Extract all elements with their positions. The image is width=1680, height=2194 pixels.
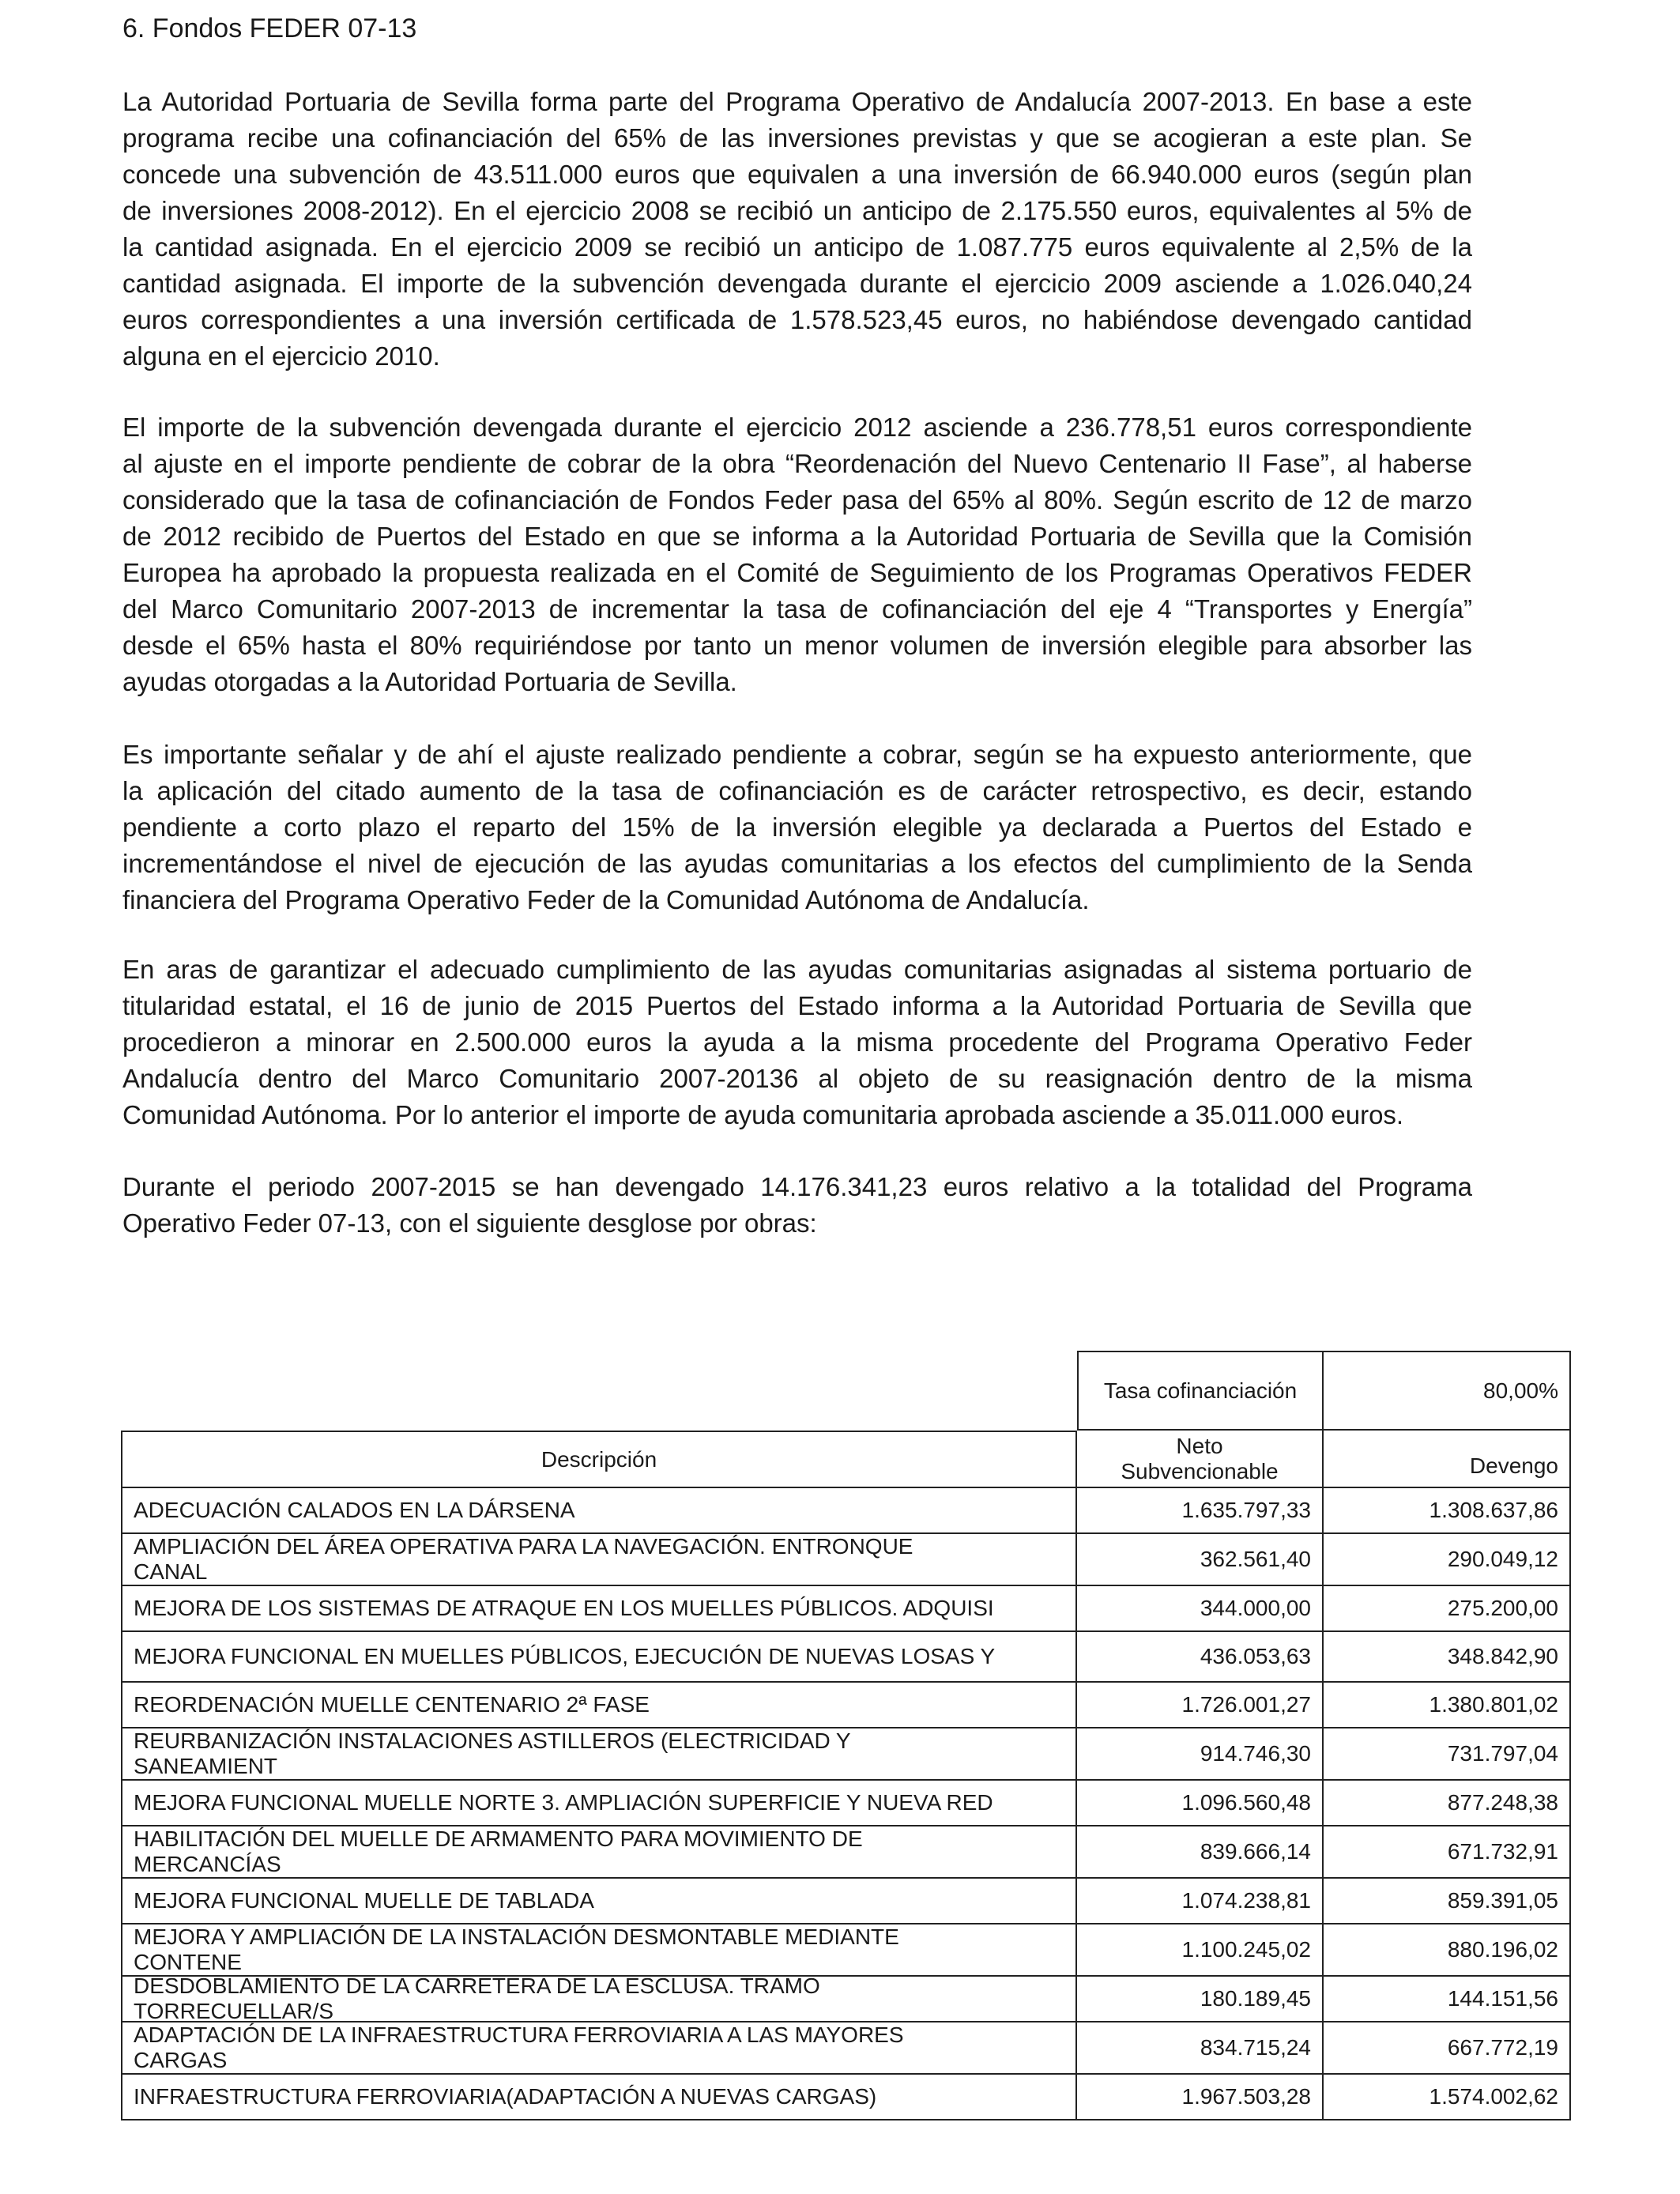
paragraph-line: ayudas otorgadas a la Autoridad Portuaria de Sevilla. [122, 667, 737, 696]
descripcion-line: MEJORA Y AMPLIACIÓN DE LA INSTALACIÓN DESMONTABLE MEDIANTE [134, 1924, 899, 1949]
paragraph-line: El importe de la subvención devengada durante el ejercicio 2012 asciende a 236.778,51 euros correspondiente [122, 413, 1472, 442]
descripcion-line: CANAL [134, 1559, 208, 1584]
table-row [121, 1683, 1571, 1728]
table-row [121, 1781, 1571, 1826]
descripcion-line: CONTENE [134, 1950, 242, 1974]
paragraph-1 [122, 84, 1472, 375]
cell-neto-subvencionable: 1.967.503,28 [1077, 2075, 1324, 2120]
cell-devengo: 1.308.637,86 [1324, 1488, 1571, 1534]
cell-neto-subvencionable: 1.635.797,33 [1077, 1488, 1324, 1534]
cell-neto-subvencionable: 436.053,63 [1077, 1632, 1324, 1683]
cell-descripcion [121, 2075, 1077, 2120]
cell-descripcion [121, 2022, 1077, 2075]
table-row [121, 1977, 1571, 2022]
cell-neto-subvencionable: 1.726.001,27 [1077, 1683, 1324, 1728]
paragraph-line: procedieron a minorar en 2.500.000 euros la ayuda a la misma procedente del Programa Operativo Feder [122, 1027, 1472, 1057]
cell-devengo: 731.797,04 [1324, 1728, 1571, 1781]
paragraph-line: concede una subvención de 43.511.000 euros que equivalen a una inversión de 66.940.000 euros (según plan [122, 160, 1472, 189]
paragraph-3 [122, 737, 1472, 918]
cell-neto-subvencionable: 180.189,45 [1077, 1977, 1324, 2022]
cell-devengo: 144.151,56 [1324, 1977, 1571, 2022]
cell-neto-subvencionable: 362.561,40 [1077, 1534, 1324, 1586]
cell-neto-subvencionable: 1.100.245,02 [1077, 1924, 1324, 1977]
table-row [121, 1586, 1571, 1632]
cell-descripcion [121, 1534, 1077, 1586]
paragraph-line: financiera del Programa Operativo Feder de la Comunidad Autónoma de Andalucía. [122, 885, 1090, 914]
descripcion-line: MEJORA DE LOS SISTEMAS DE ATRAQUE EN LOS MUELLES PÚBLICOS. ADQUISI [134, 1596, 994, 1620]
paragraph-line: cantidad asignada. El importe de la subvención devengada durante el ejercicio 2009 asciende a 1.026.040,24 [122, 269, 1472, 298]
cell-descripcion [121, 1632, 1077, 1683]
paragraph-line: Durante el periodo 2007-2015 se han devengado 14.176.341,23 euros relativo a la totalidad del Programa [122, 1172, 1472, 1201]
descripcion-line: MEJORA FUNCIONAL EN MUELLES PÚBLICOS, EJECUCIÓN DE NUEVAS LOSAS Y [134, 1644, 996, 1668]
descripcion-line: AMPLIACIÓN DEL ÁREA OPERATIVA PARA LA NAVEGACIÓN. ENTRONQUE [134, 1534, 913, 1559]
paragraph-line: alguna en el ejercicio 2010. [122, 341, 440, 371]
table-row [121, 1488, 1571, 1534]
cell-devengo: 877.248,38 [1324, 1781, 1571, 1826]
cell-devengo: 275.200,00 [1324, 1586, 1571, 1632]
table-row [121, 1879, 1571, 1924]
tasa-row [121, 1351, 1571, 1431]
descripcion-line: REORDENACIÓN MUELLE CENTENARIO 2ª FASE [134, 1692, 650, 1717]
cell-descripcion [121, 1728, 1077, 1781]
cell-devengo: 859.391,05 [1324, 1879, 1571, 1924]
descripcion-line: MEJORA FUNCIONAL MUELLE DE TABLADA [134, 1888, 594, 1913]
header-devengo: Devengo [1324, 1431, 1571, 1488]
paragraph-line: Andalucía dentro del Marco Comunitario 2007-20136 al objeto de su reasignación dentro de la misma [122, 1064, 1472, 1093]
table-row [121, 1728, 1571, 1781]
table-row [121, 2022, 1571, 2075]
descripcion-line: ADECUACIÓN CALADOS EN LA DÁRSENA [134, 1498, 575, 1522]
section-heading: 6. Fondos FEDER 07-13 [122, 13, 417, 43]
cell-descripcion [121, 1683, 1077, 1728]
cell-devengo: 348.842,90 [1324, 1632, 1571, 1683]
cell-devengo: 1.574.002,62 [1324, 2075, 1571, 2120]
paragraph-line: desde el 65% hasta el 80% requiriéndose por tanto un menor volumen de inversión elegible para absorber las [122, 631, 1472, 660]
paragraph-line: considerado que la tasa de cofinanciación de Fondos Feder pasa del 65% al 80%. Según escrito de 12 de marzo [122, 485, 1472, 515]
header-neto-line2: Subvencionable [1121, 1458, 1279, 1483]
paragraph-line: al ajuste en el importe pendiente de cobrar de la obra “Reordenación del Nuevo Centenario II Fase”, al haberse [122, 449, 1472, 478]
cell-neto-subvencionable: 1.096.560,48 [1077, 1781, 1324, 1826]
paragraph-line: euros correspondientes a una inversión certificada de 1.578.523,45 euros, no habiéndose devengado cantidad [122, 305, 1472, 334]
cell-descripcion [121, 1977, 1077, 2022]
descripcion-line: MERCANCÍAS [134, 1852, 281, 1876]
paragraph-4 [122, 952, 1472, 1133]
paragraph-line: la cantidad asignada. En el ejercicio 2009 se recibió un anticipo de 1.087.775 euros equivalente al 2,5% de la [122, 232, 1472, 262]
descripcion-line: CARGAS [134, 2048, 228, 2072]
paragraph-line: Es importante señalar y de ahí el ajuste realizado pendiente a cobrar, según se ha expuesto anteriormente, que [122, 740, 1472, 769]
descripcion-line: INFRAESTRUCTURA FERROVIARIA(ADAPTACIÓN A NUEVAS CARGAS) [134, 2084, 877, 2109]
paragraph-line: programa recibe una cofinanciación del 65% de las inversiones previstas y que se acogieran a este plan. Se [122, 123, 1472, 153]
cell-descripcion [121, 1924, 1077, 1977]
paragraph-line: pendiente a corto plazo el reparto del 15% de la inversión elegible ya declarada a Puertos del Estado e [122, 812, 1472, 842]
paragraph-line: Europea ha aprobado la propuesta realizada en el Comité de Seguimiento de los Programas Operativos FEDER [122, 558, 1472, 587]
cell-descripcion [121, 1879, 1077, 1924]
paragraph-line: titularidad estatal, el 16 de junio de 2015 Puertos del Estado informa a la Autoridad Portuaria de Sevilla que [122, 991, 1472, 1020]
paragraph-line: del Marco Comunitario 2007-2013 de incrementar la tasa de cofinanciación del eje 4 “Transportes y Energía” [122, 594, 1472, 624]
cell-neto-subvencionable: 839.666,14 [1077, 1826, 1324, 1879]
cell-devengo: 671.732,91 [1324, 1826, 1571, 1879]
table-row [121, 2075, 1571, 2120]
paragraph-line: de 2012 recibido de Puertos del Estado en que se informa a la Autoridad Portuaria de Sevilla que la Comisión [122, 522, 1472, 551]
cell-descripcion [121, 1826, 1077, 1879]
table-header-row [121, 1431, 1571, 1488]
header-neto-line1: Neto [1176, 1433, 1223, 1458]
cell-devengo: 667.772,19 [1324, 2022, 1571, 2075]
descripcion-line: ADAPTACIÓN DE LA INFRAESTRUCTURA FERROVIARIA A LAS MAYORES [134, 2022, 904, 2047]
cell-devengo: 290.049,12 [1324, 1534, 1571, 1586]
paragraph-line: Comunidad Autónoma. Por lo anterior el importe de ayuda comunitaria aprobada asciende a 35.011.000 euros. [122, 1100, 1404, 1129]
cell-neto-subvencionable: 834.715,24 [1077, 2022, 1324, 2075]
cell-neto-subvencionable: 1.074.238,81 [1077, 1879, 1324, 1924]
paragraph-line: Operativo Feder 07-13, con el siguiente desglose por obras: [122, 1208, 817, 1238]
table-row [121, 1632, 1571, 1683]
descripcion-line: DESDOBLAMIENTO DE LA CARRETERA DE LA ESCLUSA. TRAMO [134, 1977, 820, 1998]
table-row [121, 1534, 1571, 1586]
cell-descripcion [121, 1781, 1077, 1826]
paragraph-line: de inversiones 2008-2012). En el ejercicio 2008 se recibió un anticipo de 2.175.550 euros, equivalentes al 5% de [122, 196, 1472, 225]
descripcion-line: MEJORA FUNCIONAL MUELLE NORTE 3. AMPLIACIÓN SUPERFICIE Y NUEVA RED [134, 1790, 993, 1815]
cell-devengo: 1.380.801,02 [1324, 1683, 1571, 1728]
descripcion-line: SANEAMIENT [134, 1754, 278, 1778]
cell-neto-subvencionable: 914.746,30 [1077, 1728, 1324, 1781]
paragraph-line: La Autoridad Portuaria de Sevilla forma parte del Programa Operativo de Andalucía 2007-2013. En base a este [122, 87, 1472, 116]
cell-neto-subvencionable: 344.000,00 [1077, 1586, 1324, 1632]
paragraph-2 [122, 409, 1472, 700]
descripcion-line: REURBANIZACIÓN INSTALACIONES ASTILLEROS (ELECTRICIDAD Y [134, 1728, 851, 1753]
tasa-label: Tasa cofinanciación [1077, 1351, 1324, 1431]
paragraph-line: incrementándose el nivel de ejecución de las ayudas comunitarias a los efectos del cumplimiento de la Senda [122, 849, 1472, 878]
descripcion-line: HABILITACIÓN DEL MUELLE DE ARMAMENTO PARA MOVIMIENTO DE [134, 1826, 863, 1851]
cell-devengo: 880.196,02 [1324, 1924, 1571, 1977]
paragraph-line: la aplicación del citado aumento de la tasa de cofinanciación es de carácter retrospectivo, es decir, estando [122, 776, 1472, 805]
table-row [121, 1826, 1571, 1879]
descripcion-line: TORRECUELLAR/S [134, 1999, 334, 2022]
table-row [121, 1924, 1571, 1977]
paragraph-5 [122, 1169, 1472, 1242]
header-neto-subvencionable [1077, 1431, 1324, 1488]
tasa-value: 80,00% [1324, 1351, 1571, 1431]
cell-descripcion [121, 1488, 1077, 1534]
cell-descripcion [121, 1586, 1077, 1632]
paragraph-line: En aras de garantizar el adecuado cumplimiento de las ayudas comunitarias asignadas al sistema portuario de [122, 955, 1472, 984]
header-descripcion: Descripción [121, 1431, 1077, 1488]
